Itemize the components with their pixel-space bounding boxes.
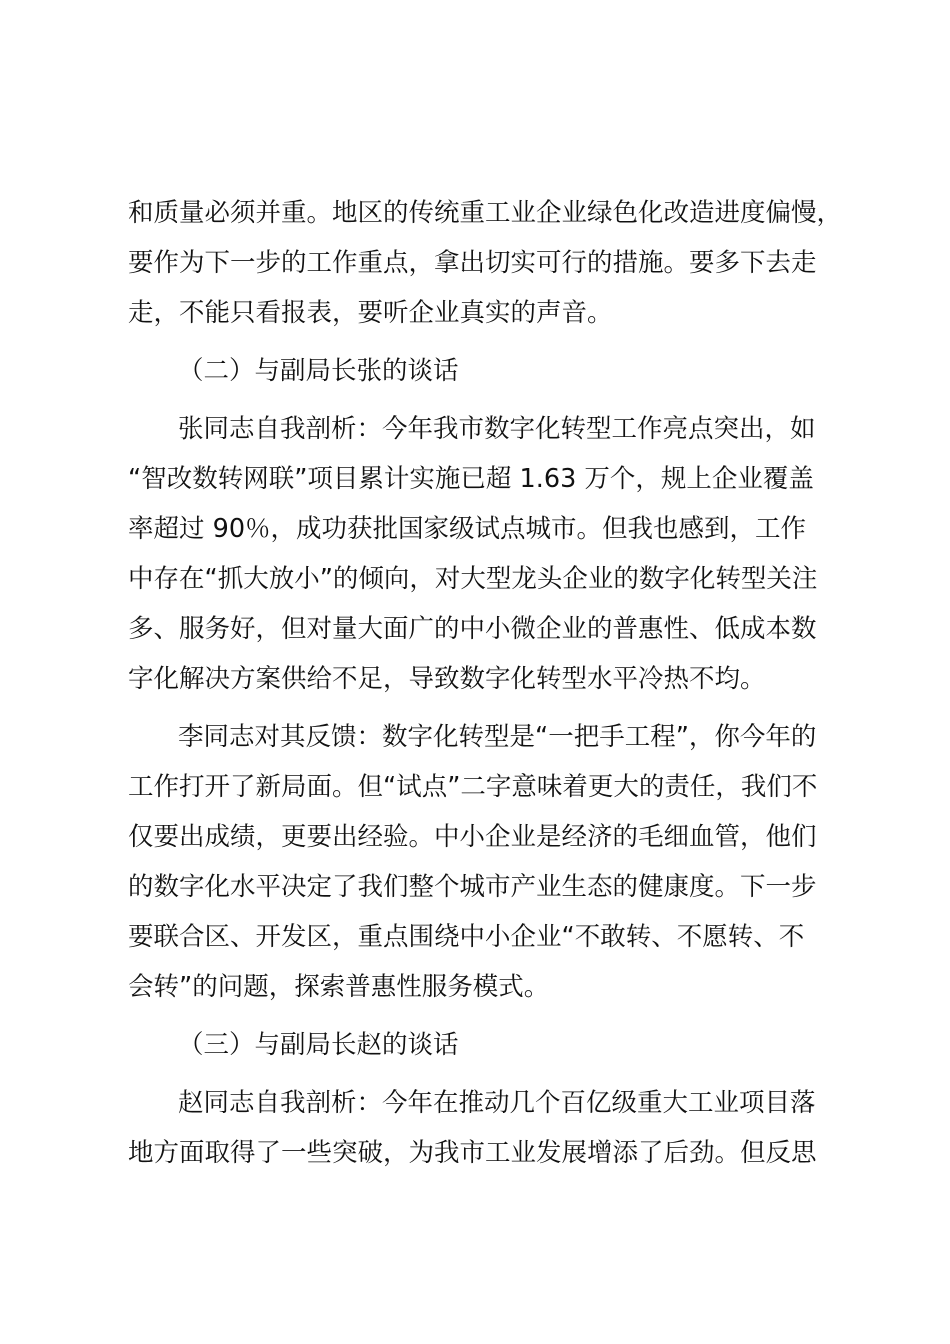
paragraph bbox=[128, 1078, 838, 1178]
paragraph bbox=[128, 404, 838, 704]
section-heading bbox=[128, 1020, 838, 1070]
text-line: 中存在“抓大放小”的倾向，对大型龙头企业的数字化转型关注 bbox=[128, 564, 818, 594]
paragraph bbox=[128, 188, 843, 338]
text-line: 赵同志自我剖析：今年在推动几个百亿级重大工业项目落 bbox=[178, 1088, 816, 1118]
text-line: 走，不能只看报表，要听企业真实的声音。 bbox=[128, 298, 613, 328]
text-line: 字化解决方案供给不足，导致数字化转型水平冷热不均。 bbox=[128, 664, 766, 694]
text-line: 张同志自我剖析：今年我市数字化转型工作亮点突出，如 bbox=[178, 414, 816, 444]
text-line: 多、服务好，但对量大面广的中小微企业的普惠性、低成本数 bbox=[128, 614, 817, 644]
section-heading bbox=[128, 346, 838, 396]
text-line: （三）与副局长赵的谈话 bbox=[178, 1030, 459, 1060]
text-line: 李同志对其反馈：数字化转型是“一把手工程”，你今年的 bbox=[178, 722, 817, 752]
paragraph bbox=[128, 712, 838, 1012]
text-line: 的数字化水平决定了我们整个城市产业生态的健康度。下一步 bbox=[128, 872, 817, 902]
text-line: 仅要出成绩，更要出经验。中小企业是经济的毛细血管，他们 bbox=[128, 822, 817, 852]
text-line: 工作打开了新局面。但“试点”二字意味着更大的责任，我们不 bbox=[128, 772, 818, 802]
text-line: 和质量必须并重。地区的传统重工业企业绿色化改造进度偏慢， bbox=[128, 198, 843, 228]
text-line: （二）与副局长张的谈话 bbox=[178, 356, 459, 386]
text-line: 要作为下一步的工作重点，拿出切实可行的措施。要多下去走 bbox=[128, 248, 817, 278]
text-line: “智改数转网联”项目累计实施已超 1.63 万个，规上企业覆盖 bbox=[128, 464, 814, 494]
text-line: 要联合区、开发区，重点围绕中小企业“不敢转、不愿转、不 bbox=[128, 922, 805, 952]
document-page bbox=[128, 188, 843, 1178]
text-line: 地方面取得了一些突破，为我市工业发展增添了后劲。但反思 bbox=[128, 1138, 817, 1168]
text-line: 率超过 90％，成功获批国家级试点城市。但我也感到，工作 bbox=[128, 514, 807, 544]
text-line: 会转”的问题，探索普惠性服务模式。 bbox=[128, 972, 550, 1002]
